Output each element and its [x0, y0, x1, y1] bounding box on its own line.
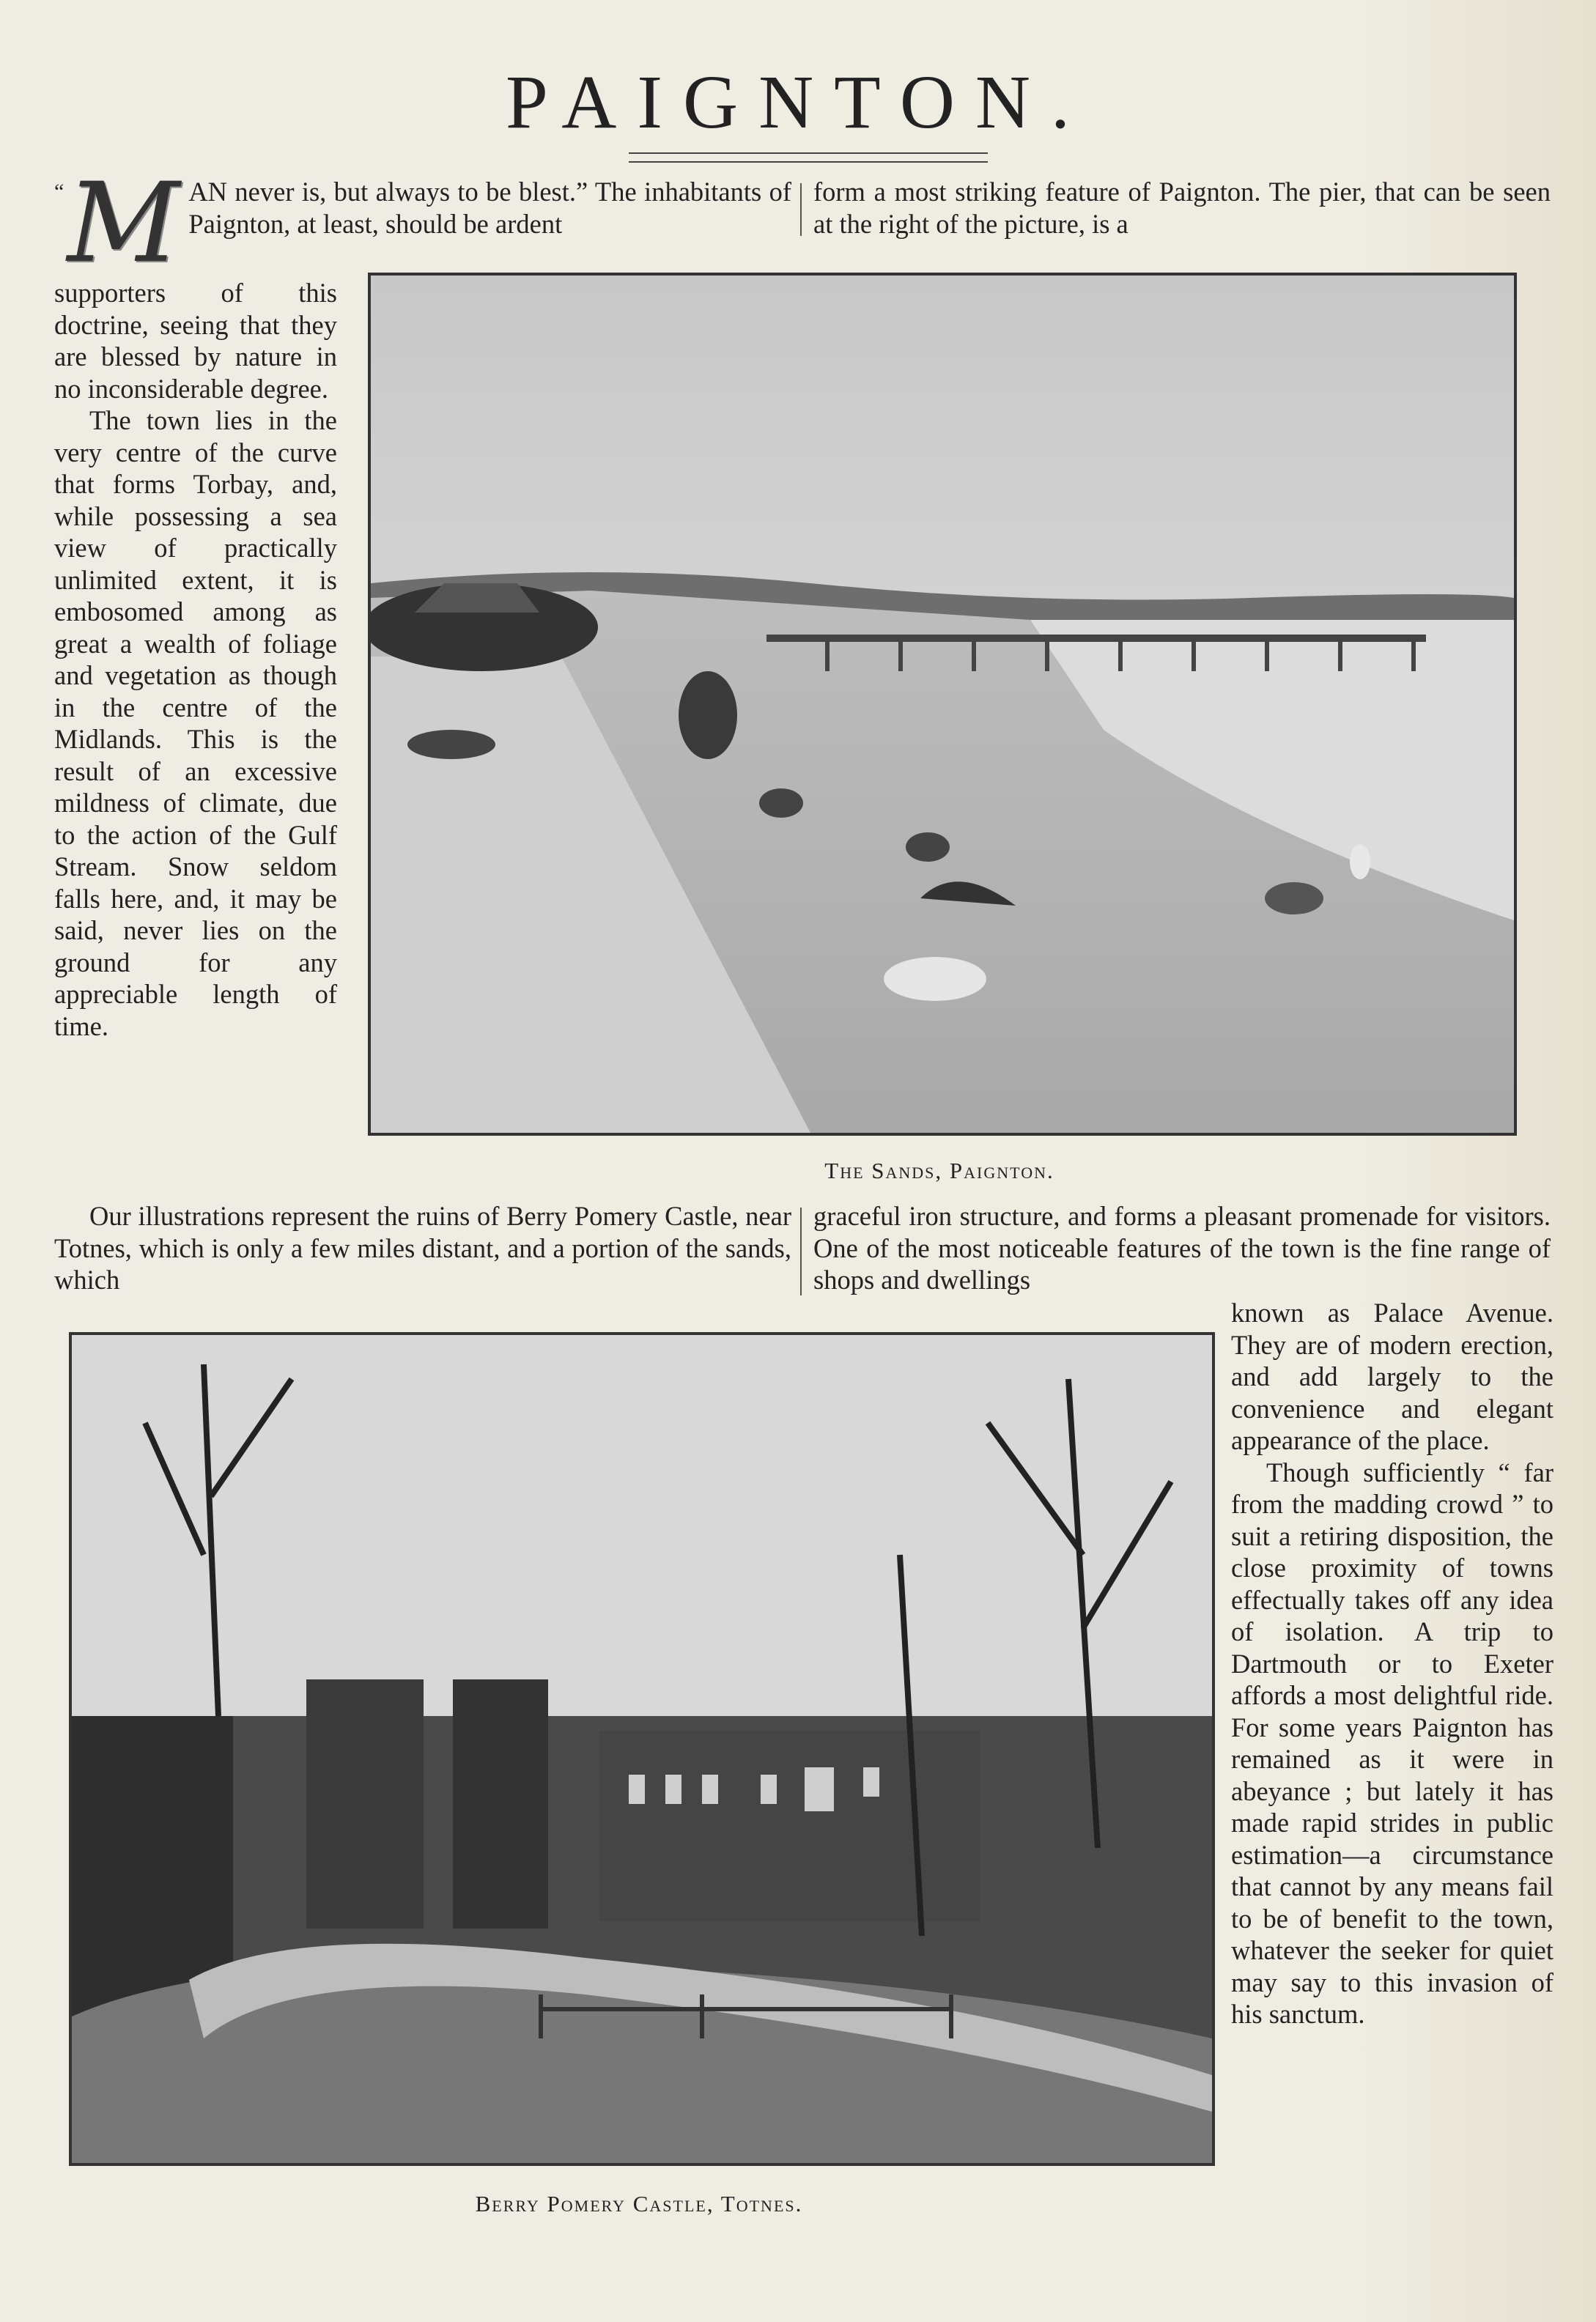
intro-right-text: form a most striking feature of Paignton. The pier, that can be seen at the right of the picture, is a: [813, 177, 1551, 239]
open-quote: “: [54, 180, 64, 204]
middle-left-text: Our illustrations represent the ruins of Berry Pomery Castle, near Totnes, which is only a few miles distant, and a portion of the sands, which: [54, 1201, 791, 1295]
sands-photo: [368, 273, 1517, 1136]
column-divider-top: [800, 183, 802, 236]
right-para-1: known as Palace Avenue. They are of modern erection, and add largely to the convenience and elegant appearance of the place.: [1231, 1298, 1553, 1455]
right-para-2: Though sufficiently “ far from the madding crowd ” to suit a retiring disposition, the close proximity of towns effectually takes off any idea of isolation. A trip to Dartmouth or to Exeter affords a most delightful ride. For some years Paignton has remained as it were in abeyance ; but lately it has made rapid strides in public estimation—a circumstance that cannot by any means fail to be of benefit to the town, whatever the seeker for quiet may say to this invasion of his sanctum.: [1231, 1457, 1553, 2029]
right-narrow-column: [1231, 1297, 1553, 2030]
castle-illustration: [72, 1335, 1212, 2163]
left-para-2: The town lies in the very centre of the curve that forms Torbay, and, while possessing a sea view of practically unlimited extent, it is embosomed among as great a wealth of foliage and vegetation as though in the centre of the Midlands. This is the result of an excessive mildness of climate, due to the action of the Gulf Stream. Snow seldom falls here, and, it may be said, never lies on the ground for any appreciable length of time.: [54, 405, 337, 1041]
intro-left: [54, 160, 791, 287]
castle-caption: Berry Pomery Castle, Totnes.: [475, 2191, 803, 2216]
page-title: PAIGNTON.: [505, 60, 1091, 144]
sands-illustration: [371, 276, 1514, 1133]
intro-text: AN never is, but always to be blest.” The inhabitants of Paignton, at least, should be ardent: [188, 177, 791, 239]
intro-right: [813, 176, 1551, 240]
castle-photo: [69, 1332, 1215, 2166]
title-rule: [629, 152, 988, 163]
dropcap-letter: M: [67, 160, 180, 287]
left-narrow-column: [54, 277, 337, 1042]
middle-left: [54, 1200, 791, 1296]
sands-caption: The Sands, Paignton.: [824, 1158, 1054, 1183]
column-divider-middle: [800, 1208, 802, 1295]
middle-right: [813, 1200, 1551, 1296]
middle-right-text: graceful iron structure, and forms a pleasant promenade for visitors. One of the most noticeable features of the town is the fine range of shops and dwellings: [813, 1201, 1551, 1295]
left-para-1: supporters of this doctrine, seeing that they are blessed by nature in no inconsiderable degree.: [54, 278, 337, 404]
